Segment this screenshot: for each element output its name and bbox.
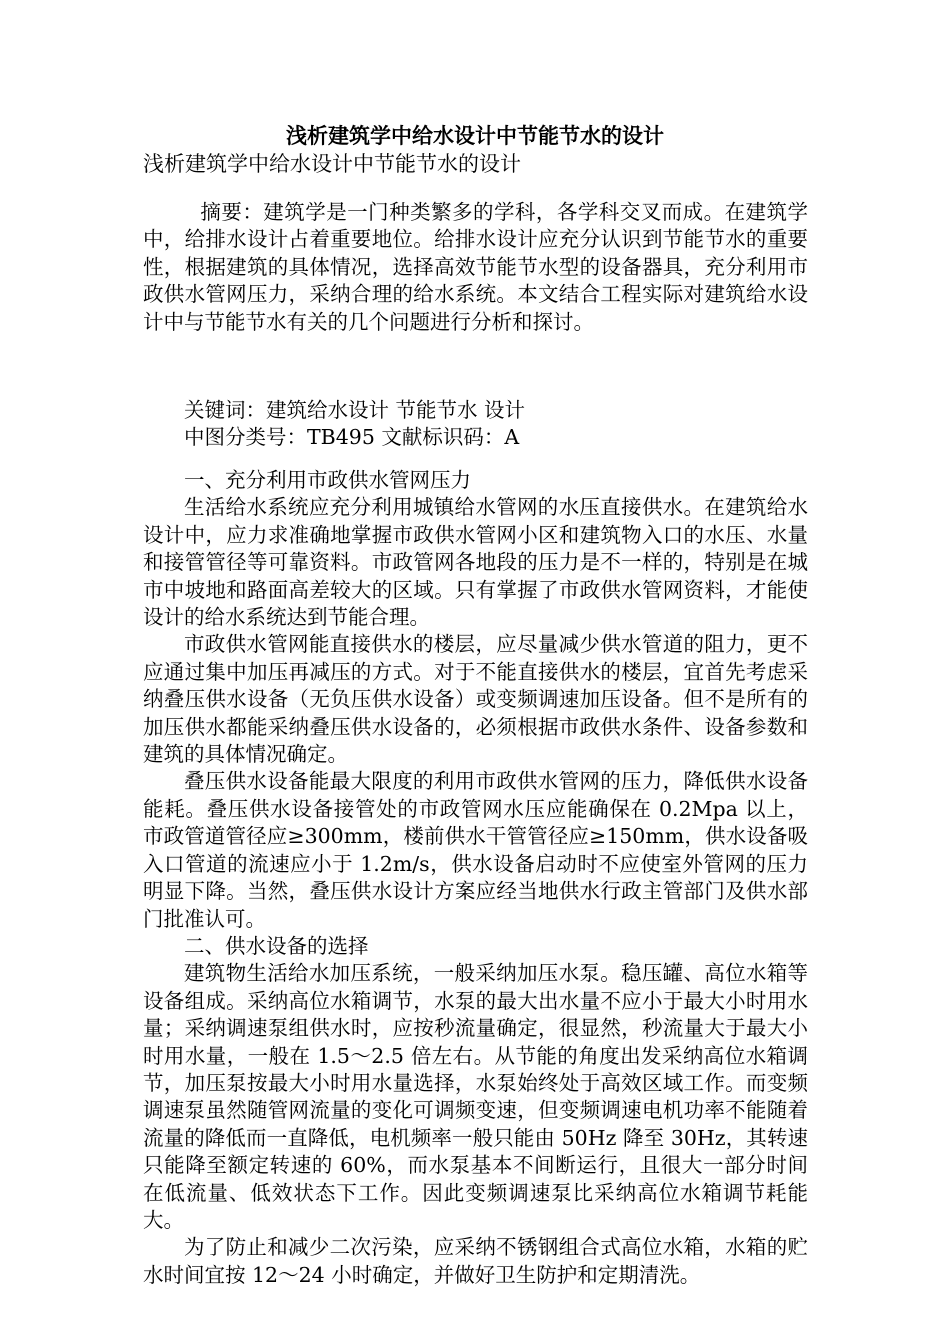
main-content (143, 467, 808, 1289)
document-subtitle: 浅析建筑学中给水设计中节能节水的设计 (143, 152, 521, 176)
body-paragraph: 为了防止和减少二次污染，应采纳不锈钢组合式高位水箱，水箱的贮水时间宜按 12～24 小时确定，并做好卫生防护和定期清洗。 (143, 1235, 808, 1287)
section-heading: 二、供水设备的选择 (184, 933, 369, 958)
abstract-block (143, 199, 808, 336)
keywords-block (143, 397, 808, 452)
keywords-line: 关键词：建筑给水设计 节能节水 设计 (184, 398, 526, 422)
body-paragraph: 生活给水系统应充分利用城镇给水管网的水压直接供水。在建筑给水设计中，应力求准确地掌握市政供水管网小区和建筑物入口的水压、水量和接管管径等可靠资料。市政管网各地段的压力是不一样的，特别是在城市中坡地和路面高差较大的区域。只有掌握了市政供水管网资料，才能使设计的给水系统达到节能合理。 (143, 495, 808, 630)
body-paragraph: 叠压供水设备能最大限度的利用市政供水管网的压力，降低供水设备能耗。叠压供水设备接管处的市政管网水压应能确保在 0.2Mpa 以上，市政管道管径应≥300mm，楼前供水干管管径应≥150mm，供水设备吸入口管道的流速应小于 1.2m/s，供水设备启动时不应使室外管网的压力明显下降。当然，叠压供水设计方案应经当地供水行政主管部门及供水部门批准认可。 (143, 769, 808, 931)
document-title: 浅析建筑学中给水设计中节能节水的设计 (286, 124, 664, 148)
abstract-paragraph: 摘要：建筑学是一门种类繁多的学科，各学科交叉而成。在建筑学中，给排水设计占着重要地位。给排水设计应充分认识到节能节水的重要性，根据建筑的具体情况，选择高效节能节水型的设备器具，充分利用市政供水管网压力，采纳合理的给水系统。本文结合工程实际对建筑给水设计中与节能节水有关的几个问题进行分析和探讨。 (143, 200, 808, 334)
body-paragraph: 建筑物生活给水加压系统，一般采纳加压水泵。稳压罐、高位水箱等设备组成。采纳高位水箱调节，水泵的最大出水量不应小于最大小时用水量；采纳调速泵组供水时，应按秒流量确定，很显然，秒流量大于最大小时用水量，一般在 1.5～2.5 倍左右。从节能的角度出发采纳高位水箱调节，加压泵按最大小时用水量选择，水泵始终处于高效区域工作。而变频调速泵虽然随管网流量的变化可调频变速，但变频调速电机功率不能随着流量的降低而一直降低，电机频率一般只能由 50Hz 降至 30Hz，其转速只能降至额定转速的 60%，而水泵基本不间断运行，且很大一部分时间在低流量、低效状态下工作。因此变频调速泵比采纳高位水箱调节耗能大。 (143, 961, 808, 1232)
classification-line: 中图分类号：TB495 文献标识码：A (184, 425, 520, 450)
body-paragraph: 市政供水管网能直接供水的楼层，应尽量减少供水管道的阻力，更不应通过集中加压再减压的方式。对于不能直接供水的楼层，宜首先考虑采纳叠压供水设备（无负压供水设备）或变频调速加压设备。但不是所有的加压供水都能采纳叠压供水设备的，必须根据市政供水条件、设备参数和建筑的具体情况确定。 (143, 632, 808, 767)
section-heading: 一、充分利用市政供水管网压力 (184, 468, 471, 492)
